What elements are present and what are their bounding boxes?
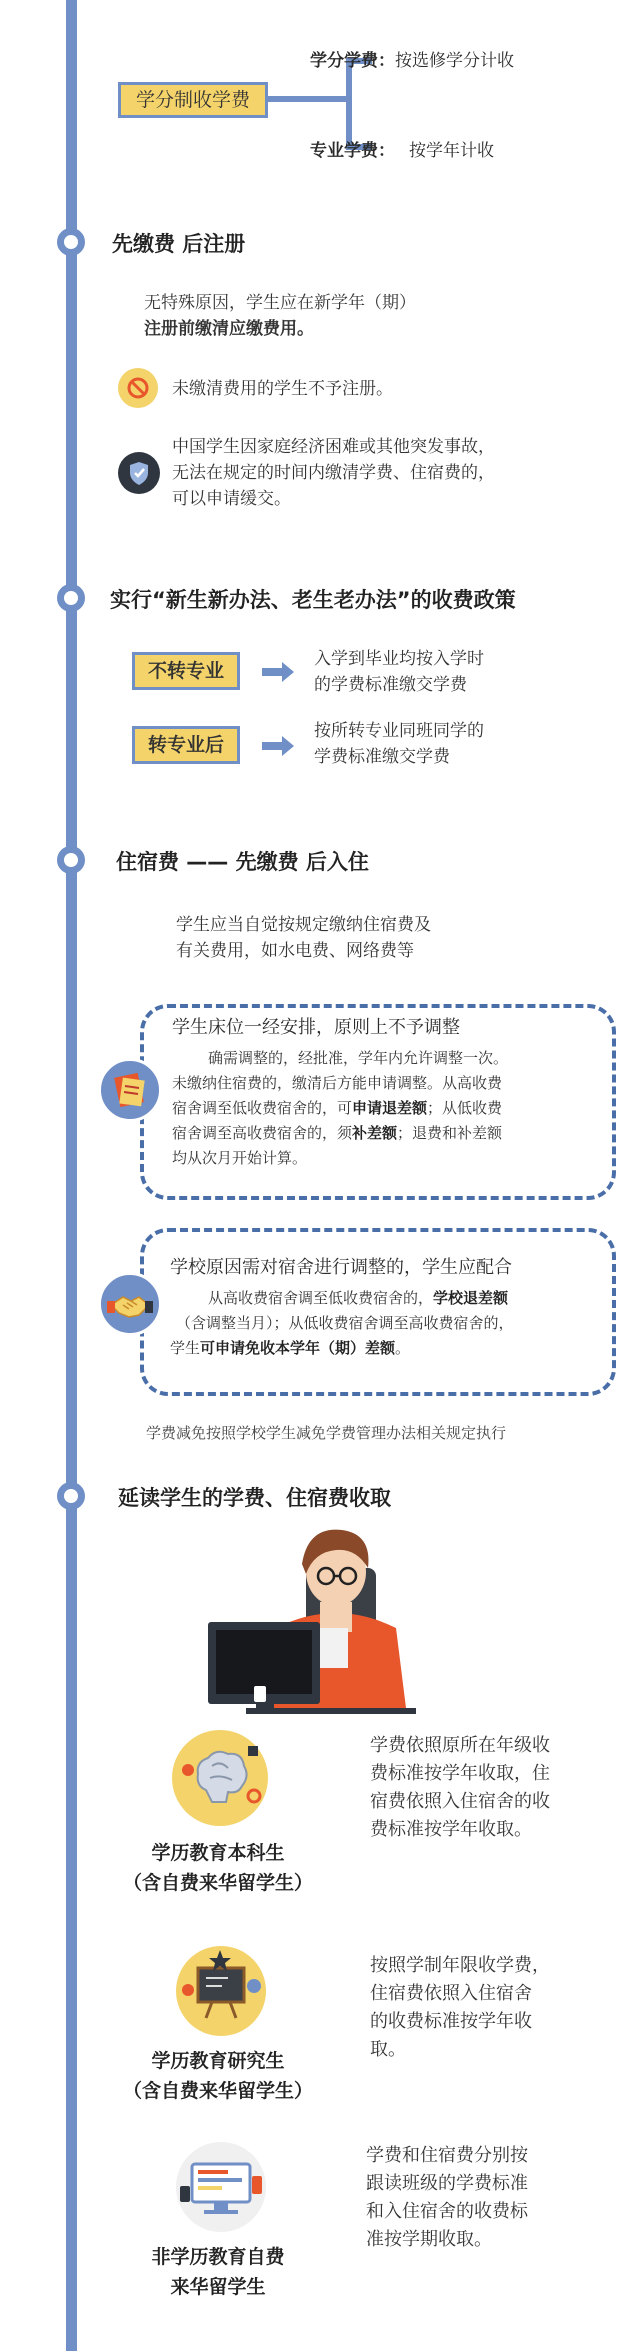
credit-system-tag: 学分制收学费 — [118, 82, 268, 118]
section1-intro-line2: 注册前缴清应缴费用。 — [144, 319, 314, 339]
timeline-dot-1 — [57, 228, 85, 256]
box2-line3a: 学生 — [170, 1339, 201, 1357]
cat2-label-line2: （含自费来华留学生） — [122, 2080, 313, 2102]
section2-title: 实行“新生新办法、老生老办法”的收费政策 — [110, 588, 516, 612]
section1-item2-line3: 可以申请缓交。 — [172, 489, 291, 509]
no-transfer-tag: 不转专业 — [132, 652, 240, 690]
cat3-text-line3: 和入住宿舍的收费标 — [366, 2201, 528, 2222]
receipt-icon — [98, 1058, 162, 1122]
handshake-icon — [98, 1272, 162, 1336]
after-transfer-text-line1: 按所转专业同班同学的 — [314, 721, 484, 741]
section3-intro-line2: 有关费用，如水电费、网络费等 — [176, 941, 414, 961]
student-computer-illustration — [196, 1518, 416, 1718]
section4-title: 延读学生的学费、住宿费收取 — [118, 1486, 391, 1510]
box1-line3b: 申请退差额 — [352, 1099, 428, 1117]
no-transfer-text-line1: 入学到毕业均按入学时 — [314, 649, 484, 669]
box2-line3c: 。 — [395, 1339, 411, 1357]
box1-line1: 确需调整的，经批准，学年内允许调整一次。 — [208, 1049, 509, 1067]
box2-line2: （含调整当月）；从低收费宿舍调至高收费宿舍的， — [176, 1314, 514, 1332]
box1-line4b: 补差额 — [352, 1124, 398, 1142]
arrow-right-1 — [262, 668, 284, 676]
box1-line5: 均从次月开始计算。 — [172, 1149, 308, 1167]
box2-line3b: 可申请免收本学年（期）差额 — [200, 1339, 396, 1357]
section1-intro-line1: 无特殊原因，学生应在新学年（期） — [144, 293, 416, 313]
cat1-text-line3: 宿费依照入住宿舍的收 — [370, 1791, 550, 1812]
box1-line3a: 宿舍调至低收费宿舍的，可 — [172, 1099, 353, 1117]
section3-title: 住宿费 —— 先缴费 后入住 — [116, 850, 369, 874]
credit-branch — [0, 0, 640, 170]
credit-fee-text: 按选修学分计收 — [395, 51, 514, 71]
box1-line3c: ；从低收费 — [427, 1099, 503, 1117]
timeline-dot-4 — [57, 1482, 85, 1510]
section1-item2-line1: 中国学生因家庭经济困难或其他突发事故， — [172, 437, 495, 457]
forbidden-icon — [118, 368, 158, 408]
timeline-line — [66, 0, 77, 2351]
cat2-text-line2: 住宿费依照入住宿舍 — [370, 1983, 532, 2004]
cat2-label-line1: 学历教育研究生 — [151, 2050, 285, 2072]
timeline-dot-2 — [57, 584, 85, 612]
brain-icon — [172, 1730, 268, 1826]
cat2-text-line4: 取。 — [370, 2039, 406, 2060]
shield-icon — [118, 452, 160, 494]
section1-item1: 未缴清费用的学生不予注册。 — [172, 379, 393, 399]
fee-waiver-note: 学费减免按照学校学生减免学费管理办法相关规定执行 — [146, 1424, 507, 1442]
timeline-dot-3 — [57, 846, 85, 874]
cat1-text-line2: 费标准按学年收取，住 — [370, 1763, 550, 1784]
cat2-text-line3: 的收费标准按学年收 — [370, 2011, 532, 2032]
section1-title: 先缴费 后注册 — [112, 232, 246, 256]
blackboard-icon — [176, 1946, 266, 2036]
section1-item2-line2: 无法在规定的时间内缴清学费、住宿费的， — [172, 463, 495, 483]
box2-line1a: 从高收费宿舍调至低收费宿舍的， — [208, 1289, 434, 1307]
cat1-label-line2: （含自费来华留学生） — [122, 1872, 313, 1894]
box2-line1b: 学校退差额 — [433, 1289, 509, 1307]
arrow-right-2 — [262, 742, 284, 750]
box1-line4c: ；退费和补差额 — [397, 1124, 503, 1142]
cat1-text-line4: 费标准按学年收取。 — [370, 1819, 532, 1840]
cat3-label-line1: 非学历教育自费 — [151, 2246, 285, 2268]
after-transfer-tag: 转专业后 — [132, 726, 240, 764]
cat2-text-line1: 按照学制年限收学费， — [370, 1955, 550, 1976]
credit-fee-label: 学分学费： — [310, 51, 395, 71]
box1-title: 学生床位一经安排，原则上不予调整 — [172, 1017, 460, 1038]
cat3-text-line2: 跟读班级的学费标准 — [366, 2173, 528, 2194]
cat1-label-line1: 学历教育本科生 — [151, 1842, 285, 1864]
major-fee-label: 专业学费： — [310, 141, 395, 161]
no-transfer-text-line2: 的学费标准缴交学费 — [314, 675, 467, 695]
cat1-text-line1: 学费依照原所在年级收 — [370, 1735, 550, 1756]
cat3-text-line4: 准按学期收取。 — [366, 2229, 492, 2250]
computer-icon — [176, 2142, 266, 2232]
box1-line4a: 宿舍调至高收费宿舍的，须 — [172, 1124, 353, 1142]
cat3-label-line2: 来华留学生 — [170, 2276, 266, 2298]
box2-title: 学校原因需对宿舍进行调整的，学生应配合 — [170, 1257, 512, 1278]
section3-intro-line1: 学生应当自觉按规定缴纳住宿费及 — [176, 915, 431, 935]
cat3-text-line1: 学费和住宿费分别按 — [366, 2145, 528, 2166]
box1-line2: 未缴纳住宿费的，缴清后方能申请调整。从高收费 — [172, 1074, 503, 1092]
major-fee-text: 按学年计收 — [409, 141, 494, 161]
after-transfer-text-line2: 学费标准缴交学费 — [314, 747, 450, 767]
